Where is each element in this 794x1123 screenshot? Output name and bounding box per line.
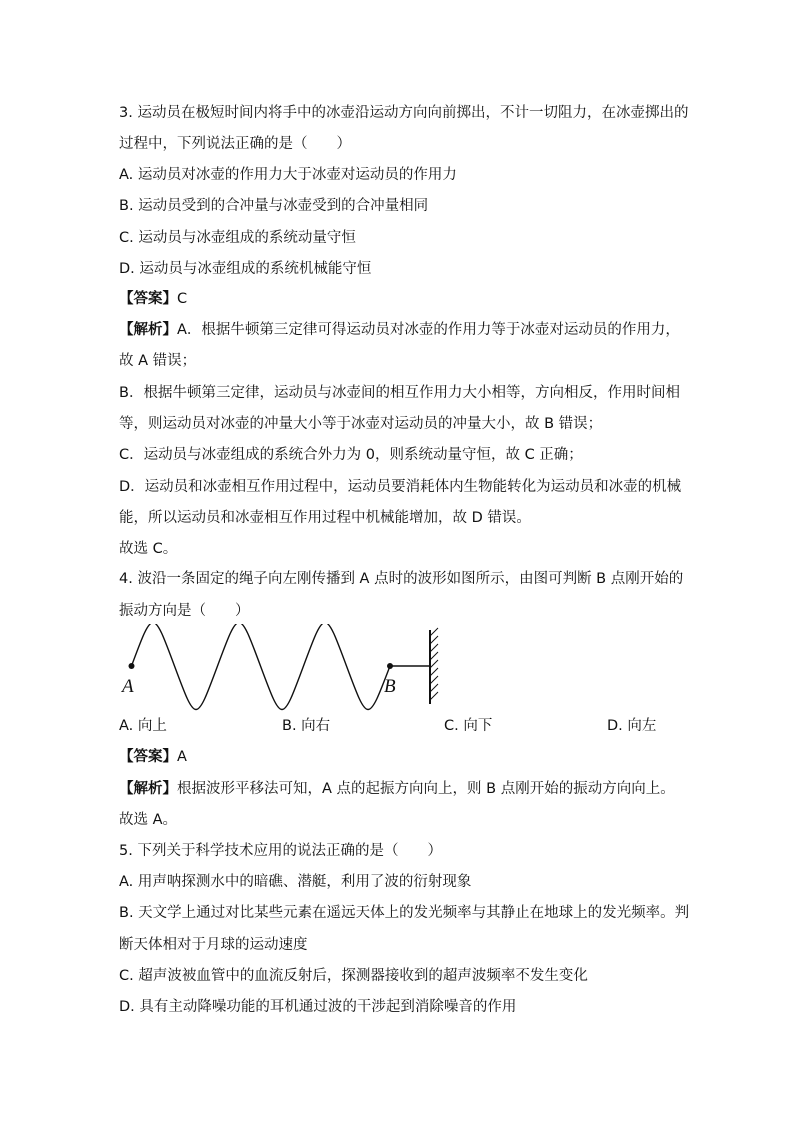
- q5-option-d: D. 具有主动降噪功能的耳机通过波的干涉起到消除噪音的作用: [119, 999, 517, 1015]
- q5-option-c: C. 超声波被血管中的血流反射后，探测器接收到的超声波频率不发生变化: [119, 968, 588, 984]
- q3-analysis-line-2: 故 A 错误；: [119, 353, 197, 369]
- analysis-tag: 【解析】: [119, 781, 177, 797]
- q3-analysis-line-1: [119, 321, 680, 339]
- analysis-text: 根据波形平移法可知，A 点的起振方向向上，则 B 点刚开始的振动方向向上。: [177, 781, 675, 797]
- analysis-text: A．根据牛顿第三定律可得运动员对冰壶的作用力等于冰壶对运动员的作用力，: [177, 322, 680, 338]
- q4-option-a: A. 向上: [119, 718, 167, 734]
- point-b-label: B: [384, 676, 396, 697]
- q4-stem-line-1: 4. 波沿一条固定的绳子向左刚传播到 A 点时的波形如图所示，由图可判断 B 点刚开始的: [119, 571, 684, 587]
- q3-stem-line-2: 过程中，下列说法正确的是（ ）: [119, 136, 351, 152]
- answer-value: C: [177, 291, 188, 307]
- point-a-dot: [129, 663, 135, 669]
- q5-option-b-line-1: B. 天文学上通过对比某些元素在遥远天体上的发光频率与其静止在地球上的发光频率。判: [119, 905, 690, 921]
- point-a-label: A: [122, 676, 134, 697]
- q3-analysis-line-4: 等，则运动员对冰壶的冲量大小等于冰壶对运动员的冲量大小，故 B 错误；: [119, 416, 603, 432]
- analysis-tag: 【解析】: [119, 322, 177, 338]
- q5-option-b-line-2: 断天体相对于月球的运动速度: [119, 937, 308, 953]
- answer-tag: 【答案】: [119, 291, 177, 307]
- q3-choose: 故选 C。: [119, 541, 178, 557]
- q3-option-c: C. 运动员与冰壶组成的系统动量守恒: [119, 230, 356, 246]
- q3-option-b: B. 运动员受到的合冲量与冰壶受到的合冲量相同: [119, 198, 429, 214]
- q4-answer: [119, 748, 187, 766]
- q4-option-c: C. 向下: [444, 718, 493, 734]
- answer-tag: 【答案】: [119, 749, 177, 765]
- wall-hatching: [430, 628, 438, 700]
- q4-stem-line-2: 振动方向是（ ）: [119, 603, 250, 619]
- q4-analysis-line-1: [119, 780, 675, 798]
- point-b-dot: [387, 663, 393, 669]
- q4-option-d: D. 向左: [607, 718, 657, 734]
- q5-stem: 5. 下列关于科学技术应用的说法正确的是（ ）: [119, 843, 442, 859]
- q3-answer: [119, 290, 187, 308]
- answer-value: A: [177, 749, 187, 765]
- q4-option-b: B. 向右: [282, 718, 331, 734]
- q4-choose: 故选 A。: [119, 812, 178, 828]
- wave-curve: [132, 624, 391, 710]
- q3-option-d: D. 运动员与冰壶组成的系统机械能守恒: [119, 261, 372, 277]
- q3-analysis-line-5: C．运动员与冰壶组成的系统合外力为 0，则系统动量守恒，故 C 正确；: [119, 447, 583, 463]
- q3-analysis-line-7: 能，所以运动员和冰壶相互作用过程中机械能增加，故 D 错误。: [119, 510, 531, 526]
- q3-analysis-line-6: D．运动员和冰壶相互作用过程中，运动员要消耗体内生物能转化为运动员和冰壶的机械: [119, 479, 682, 495]
- q5-option-a: A. 用声呐探测水中的暗礁、潜艇，利用了波的衍射现象: [119, 874, 472, 890]
- q3-analysis-line-3: B．根据牛顿第三定律，运动员与冰壶间的相互作用力大小相等，方向相反，作用时间相: [119, 385, 680, 401]
- q3-option-a: A. 运动员对冰壶的作用力大于冰壶对运动员的作用力: [119, 167, 457, 183]
- q3-stem-line-1: 3. 运动员在极短时间内将手中的冰壶沿运动方向向前掷出，不计一切阻力，在冰壶掷出的: [119, 105, 689, 121]
- wave-figure: [110, 624, 450, 712]
